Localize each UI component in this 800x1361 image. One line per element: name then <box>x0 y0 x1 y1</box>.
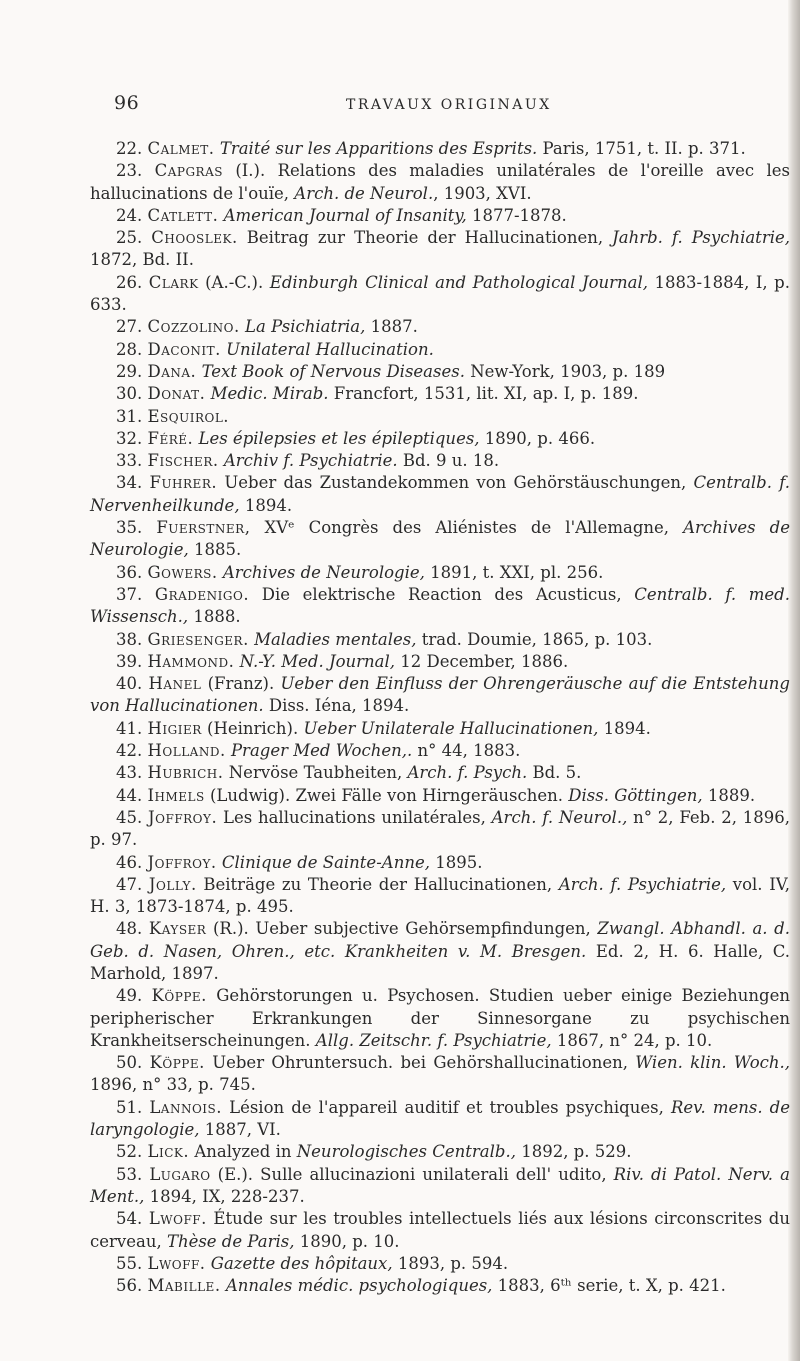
entry-title: Text Book of Nervous Diseases. <box>201 361 465 381</box>
entry-author: Clark <box>148 272 199 292</box>
bibliography-entry <box>90 361 790 383</box>
entry-author: Catlett. <box>147 205 219 225</box>
entry-details: 1894, IX, 228-237. <box>144 1186 305 1206</box>
bibliography-entry <box>90 673 790 718</box>
entry-number: 42. <box>116 741 143 761</box>
bibliography-entry <box>90 227 790 272</box>
entry-title: Clinique de Sainte-Anne, <box>221 852 430 872</box>
entry-details: 1890, p. 10. <box>294 1231 400 1251</box>
entry-title: Annales médic. psychologiques, <box>225 1276 493 1296</box>
running-title: TRAVAUX ORIGINAUX <box>346 97 552 113</box>
bibliography-entry <box>90 918 790 985</box>
bibliography-entry <box>90 651 790 673</box>
entry-text: Ueber das Zustandekommen von Gehörstäuschungen, <box>217 473 694 493</box>
entry-details: , 1903, XVI. <box>433 183 532 203</box>
entry-number: 51. <box>116 1097 143 1117</box>
entry-author: Joffroy. <box>148 807 218 827</box>
bibliography-entry <box>90 205 790 227</box>
entry-number: 56. <box>116 1276 143 1296</box>
entry-text: (Heinrich). <box>201 718 304 738</box>
bibliography-entry <box>90 1052 790 1097</box>
bibliography-entry <box>90 160 790 205</box>
entry-number: 27. <box>116 317 143 337</box>
entry-author: Gowers. <box>147 562 218 582</box>
entry-title: Allg. Zeitschr. f. Psychiatrie, <box>315 1030 552 1050</box>
entry-details: 1890, p. 466. <box>479 428 596 448</box>
bibliography-entry <box>90 762 790 784</box>
entry-details: 1892, p. 529. <box>515 1142 632 1162</box>
entry-author: Donat. <box>147 384 206 404</box>
entry-text: (A.-C.). <box>198 272 270 292</box>
bibliography-entry <box>90 740 790 762</box>
bibliography-entry <box>90 1253 790 1275</box>
entry-details: Paris, 1751, t. II. p. 371. <box>537 139 746 158</box>
entry-number: 33. <box>116 451 143 471</box>
entry-text: (E.). Sulle allucinazioni unilaterali dell' udito, <box>210 1164 614 1184</box>
entry-number: 44. <box>116 785 143 805</box>
entry-author: Fuerstner, <box>156 518 251 538</box>
entry-author: Chooslek. <box>151 228 238 248</box>
entry-text: (R.). Ueber subjective Gehörsempfindungen, <box>206 919 598 939</box>
page-header <box>114 92 754 120</box>
entry-title: Archives de Neurologie, <box>222 562 425 582</box>
entry-author: Daconit. <box>147 339 221 359</box>
entry-title: Rev. mens. de laryngologie, <box>90 1097 790 1140</box>
entry-number: 50. <box>116 1053 143 1073</box>
entry-space <box>142 1209 149 1228</box>
entry-text: Gehörstorungen u. Psychosen. Studien ueber einige Beziehungen peripherischer Erkrankungen der Sinnesorgane zu psychischen Krankheitserscheinungen. <box>90 986 790 1050</box>
entry-author: Lwoff. <box>148 1209 207 1229</box>
entry-title: N.-Y. Med. Journal, <box>239 651 395 671</box>
entry-number: 52. <box>116 1142 143 1162</box>
entry-space <box>142 518 156 537</box>
entry-space <box>142 1053 149 1072</box>
entry-text: Nervöse Taubheiten, <box>223 763 408 783</box>
entry-title: Unilateral Hallucination. <box>226 339 434 359</box>
entry-title: Edinburgh Clinical and Pathological Journal, <box>269 272 649 292</box>
entry-space <box>142 161 154 180</box>
entry-title: Archiv f. Psychiatrie. <box>223 451 398 471</box>
entry-text: (I.). Relations des maladies unilatérales de l'oreille avec les hallucinations de l'ouïe, <box>90 161 790 203</box>
entry-title: Neurologisches Centralb., <box>296 1142 516 1162</box>
entry-author: Hubrich. <box>147 763 224 783</box>
entry-space <box>142 875 149 894</box>
entry-details: vol. IV, H. 3, 1873-1874, p. 495. <box>90 874 791 917</box>
entry-text: Étude sur les troubles intellectuels liés aux lésions circonscrites du cerveau, <box>90 1209 790 1251</box>
entry-text: Beitrag zur Theorie der Hallucinationen, <box>237 228 613 248</box>
entry-author: Dana. <box>147 361 197 381</box>
entry-number: 55. <box>116 1253 143 1273</box>
entry-number: 40. <box>116 674 143 694</box>
entry-title: Jahrb. f. Psychiatrie, <box>612 228 790 248</box>
entry-details: 1885. <box>188 540 242 560</box>
bibliography-entry <box>90 1164 790 1209</box>
entry-author: Lannois. <box>149 1097 223 1117</box>
entry-title: Zwangl. Abhandl. a. d. Geb. d. Nasen, Ohren., etc. Krankheiten v. M. Bresgen. <box>90 919 790 961</box>
entry-author: Lick. <box>147 1142 190 1162</box>
entry-details: n° 44, 1883. <box>412 741 521 761</box>
entry-number: 36. <box>116 562 143 582</box>
entry-author: Mabille. <box>147 1276 221 1296</box>
bibliography-entry <box>90 785 790 807</box>
entry-space <box>142 986 151 1005</box>
entry-number: 32. <box>116 428 143 448</box>
bibliography-entry <box>90 629 790 651</box>
entry-author: Capgras <box>154 161 223 181</box>
entry-space <box>142 585 155 604</box>
entry-title: Centralb. f. Nervenheilkunde, <box>90 473 790 515</box>
entry-text: (Ludwig). Zwei Fälle von Hirngeräuschen. <box>204 785 569 805</box>
entry-text: Beiträge zu Theorie der Hallucinationen, <box>196 874 559 894</box>
bibliography-entry <box>90 718 790 740</box>
entry-space <box>142 473 149 492</box>
entry-number: 22. <box>116 139 143 158</box>
entry-title: Thèse de Paris, <box>166 1231 295 1251</box>
entry-title: Riv. di Patol. Nerv. a Ment., <box>90 1164 790 1206</box>
entry-title: Centralb. f. med. Wissensch., <box>90 584 790 627</box>
entry-text: XVᵉ Congrès des Aliénistes de l'Allemagne, <box>250 518 684 538</box>
entry-text: Die elektrische Reaction des Acusticus, <box>249 584 635 604</box>
entry-title: Diss. Göttingen, <box>568 785 703 805</box>
bibliography-entry <box>90 1208 790 1253</box>
entry-number: 29. <box>116 361 143 381</box>
bibliography-entry <box>90 472 790 517</box>
entry-author: Cozzolino. <box>147 317 240 337</box>
entry-title: American Journal of Insanity, <box>223 205 467 225</box>
entry-author: Higier <box>147 718 202 738</box>
entry-text: Ueber Ohruntersuch. bei Gehörshallucinationen, <box>204 1053 636 1073</box>
entry-author: Lwoff. <box>147 1253 206 1273</box>
entry-author: Ihmels <box>147 785 205 805</box>
bibliography-entry <box>90 138 790 160</box>
entry-number: 48. <box>116 919 143 939</box>
entry-number: 39. <box>116 651 143 671</box>
bibliography-entry <box>90 316 790 338</box>
bibliography-entry <box>90 1141 790 1163</box>
entry-author: Fuhrer. <box>149 473 218 493</box>
entry-author: Kayser <box>148 919 207 939</box>
entry-details: Bd. 9 u. 18. <box>397 451 500 471</box>
entry-number: 35. <box>116 518 143 538</box>
entry-title: Arch. f. Neurol., <box>491 807 628 827</box>
entry-author: Köppe. <box>151 986 207 1006</box>
entry-number: 53. <box>116 1164 143 1184</box>
entry-details: 1883, 6ᵗʰ serie, t. X, p. 421. <box>492 1276 726 1296</box>
entry-title: Wien. klin. Woch., <box>635 1053 791 1073</box>
entry-title: Gazette des hôpitaux, <box>210 1253 393 1273</box>
bibliography-entry <box>90 874 790 919</box>
bibliography-entry <box>90 428 790 450</box>
entry-author: Holland. <box>147 741 226 761</box>
entry-details: 1887, VI. <box>199 1120 281 1140</box>
entry-number: 47. <box>116 874 143 894</box>
entry-title: Arch. f. Psych. <box>407 763 528 783</box>
entry-title: Archives de Neurologie, <box>90 518 790 560</box>
entry-text: (Franz). <box>201 674 281 694</box>
bibliography-entry <box>90 272 790 317</box>
entry-author: Jolly. <box>148 874 197 894</box>
entry-author: Hammond. <box>147 651 235 671</box>
entry-title: Arch. f. Psychiatrie, <box>558 874 727 894</box>
entry-author: Hanel <box>148 674 202 694</box>
bibliography-entry <box>90 450 790 472</box>
entry-title: Ueber Unilaterale Hallucinationen, <box>303 718 599 738</box>
entry-author: Joffroy. <box>147 852 217 872</box>
page-number: 96 <box>114 92 140 114</box>
entry-author: Lugaro <box>149 1164 211 1184</box>
entry-details: 1894. <box>239 495 293 515</box>
entry-author: Fischer. <box>147 451 219 471</box>
entry-details: New-York, 1903, p. 189 <box>464 361 666 381</box>
entry-text: Les hallucinations unilatérales, <box>217 807 492 827</box>
entry-details: 1895. <box>429 852 483 872</box>
entry-details: trad. Doumie, 1865, p. 103. <box>416 629 653 649</box>
entry-details: 1877-1878. <box>466 205 567 225</box>
bibliography-list <box>90 138 790 1297</box>
entry-number: 45. <box>116 807 143 827</box>
entry-number: 24. <box>116 205 143 225</box>
entry-details: Ed. 2, H. 6. Halle, C. Marhold, 1897. <box>90 941 790 983</box>
bibliography-entry <box>90 339 790 361</box>
entry-author: Gradenigo. <box>154 584 250 604</box>
bibliography-entry <box>90 584 790 629</box>
entry-number: 30. <box>116 384 143 404</box>
entry-title: La Psichiatria, <box>245 317 366 337</box>
entry-details: 1887. <box>365 317 418 337</box>
entry-number: 26. <box>116 272 143 292</box>
entry-details: Bd. 5. <box>527 763 582 783</box>
entry-title: Arch. de Neurol. <box>294 183 434 203</box>
bibliography-entry <box>90 562 790 584</box>
entry-number: 34. <box>116 473 143 493</box>
entry-number: 43. <box>116 763 143 783</box>
entry-space <box>142 228 151 247</box>
bibliography-entry <box>90 383 790 405</box>
entry-author: Köppe. <box>149 1053 205 1073</box>
entry-details: Diss. Iéna, 1894. <box>263 696 410 716</box>
entry-details: 1894. <box>598 718 651 738</box>
bibliography-entry <box>90 517 790 562</box>
entry-number: 25. <box>116 228 143 248</box>
entry-details: 1893, p. 594. <box>392 1253 509 1273</box>
entry-details: 1867, n° 24, p. 10. <box>551 1030 713 1050</box>
entry-details: 1872, Bd. II. <box>90 250 194 270</box>
entry-number: 37. <box>116 584 143 604</box>
entry-details: 1891, t. XXI, pl. 256. <box>424 562 604 582</box>
entry-details: 1896, n° 33, p. 745. <box>90 1075 256 1095</box>
entry-title: Traité sur les Apparitions des Esprits. <box>219 139 538 158</box>
entry-author: Féré. <box>147 428 194 448</box>
entry-details: 1883-1884, I, p. 633. <box>90 272 790 315</box>
entry-text: Lésion de l'appareil auditif et troubles psychiques, <box>222 1097 671 1117</box>
entry-number: 41. <box>116 718 143 738</box>
entry-number: 38. <box>116 629 143 649</box>
bibliography-entry <box>90 1097 790 1142</box>
entry-author: Calmet. <box>147 139 215 158</box>
entry-title: Medic. Mirab. <box>210 384 329 404</box>
entry-text: Analyzed in <box>189 1142 297 1162</box>
entry-number: 31. <box>116 406 143 426</box>
entry-number: 23. <box>116 161 143 181</box>
entry-details: 1889. <box>702 785 756 805</box>
entry-title: Les épilepsies et les épileptiques, <box>198 428 480 448</box>
entry-details: 1888. <box>188 607 241 627</box>
entry-title: Maladies mentales, <box>254 629 417 649</box>
bibliography-entry <box>90 852 790 874</box>
entry-title: Prager Med Wochen,. <box>230 741 413 761</box>
entry-author: Esquirol. <box>147 406 230 426</box>
entry-number: 28. <box>116 339 143 359</box>
entry-author: Griesenger. <box>147 629 249 649</box>
entry-number: 49. <box>116 986 143 1006</box>
bibliography-entry <box>90 985 790 1052</box>
entry-details: Francfort, 1531, lit. XI, ap. I, p. 189. <box>328 384 639 404</box>
entry-space <box>142 919 149 938</box>
entry-title: Ueber den Einfluss der Ohrengeräusche auf die Entstehung von Hallucinationen. <box>90 674 790 716</box>
entry-details: n° 2, Feb. 2, 1896, p. 97. <box>90 807 790 850</box>
bibliography-entry <box>90 807 790 852</box>
entry-number: 46. <box>116 852 143 872</box>
entry-details: 12 December, 1886. <box>395 651 569 671</box>
bibliography-entry <box>90 406 790 428</box>
bibliography-entry <box>90 1275 790 1297</box>
entry-number: 54. <box>116 1209 143 1229</box>
